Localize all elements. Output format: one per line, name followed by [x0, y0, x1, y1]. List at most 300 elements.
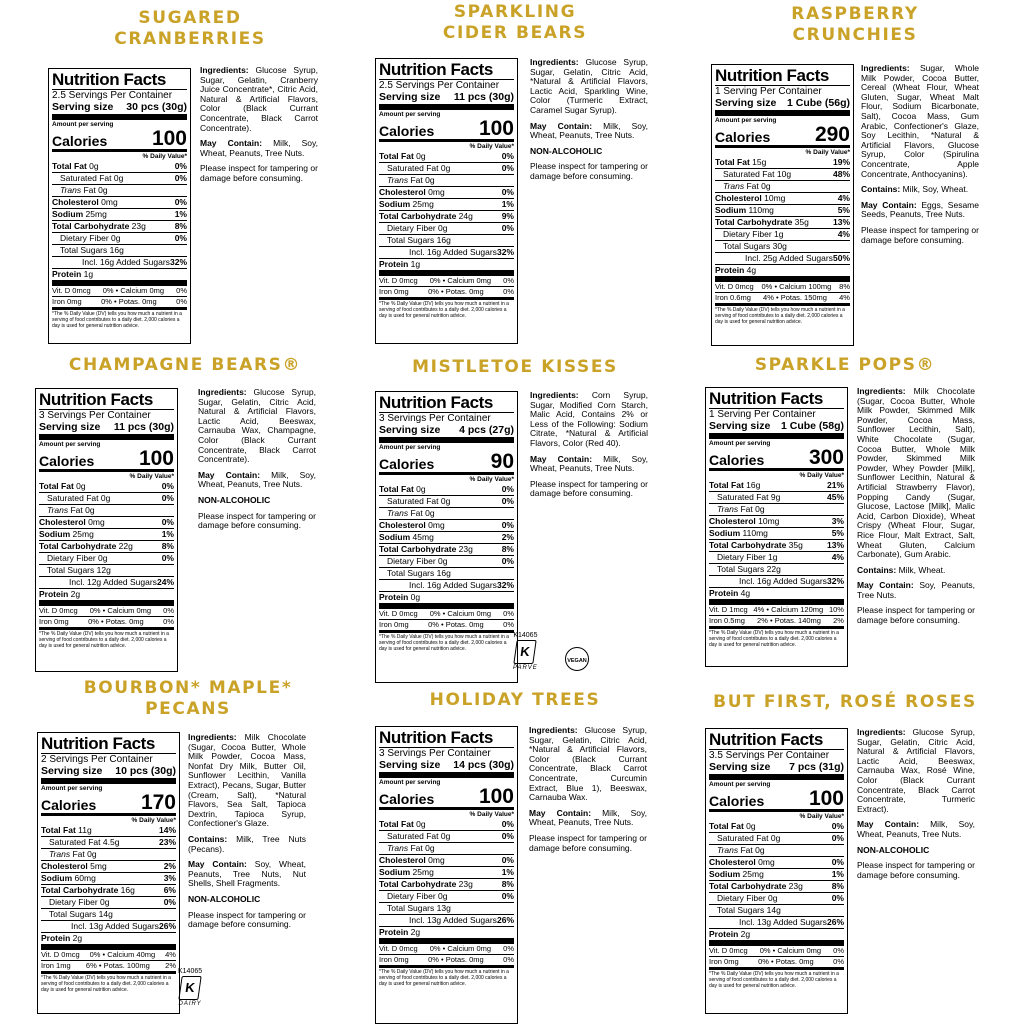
may-contain-label: May Contain:: [530, 120, 593, 131]
total-carb-row: [39, 540, 174, 552]
may-contain-label: May Contain:: [529, 807, 592, 818]
mineral-row-amount-1: 0mg: [394, 620, 409, 629]
servings-per-container: 3 Servings Per Container: [379, 413, 491, 424]
servings-per-container: 3 Servings Per Container: [379, 748, 491, 759]
sugars-row-amount: 13g: [436, 903, 451, 913]
added-sugars-row: [715, 252, 850, 264]
added-sugars-dv: 26%: [496, 915, 514, 925]
vitamin-row-label-2: Calcium: [779, 282, 807, 291]
mineral-row-label-1: Iron: [715, 293, 728, 302]
trans-fat-amount: 0g: [85, 505, 95, 515]
vitamin-row-label-2: Calcium: [447, 609, 475, 618]
total-carb-row-text: [715, 217, 809, 228]
sugars-row-amount: 12g: [96, 565, 111, 575]
daily-value-header: % Daily Value*: [469, 143, 514, 150]
total-carb-row: [379, 878, 514, 890]
total-fat-row: [379, 151, 514, 162]
cholesterol-row-label: Cholesterol: [52, 197, 99, 207]
may-contain-label: May Contain:: [530, 453, 593, 464]
trans-fat-trans-word: Trans: [387, 508, 409, 518]
vitamin-row-dv-2: 4%: [165, 950, 176, 959]
vitamin-row-amount-1: 0mcg: [61, 950, 80, 959]
saturated-fat-row-dv: 0%: [174, 173, 187, 183]
ingredients-panel: [200, 66, 318, 190]
added-sugars-dv: 32%: [496, 580, 514, 590]
ingredients-paragraph: [857, 728, 975, 814]
vitamin-row-dv-2: 0%: [833, 946, 844, 955]
vitamin-row-amount-1: 0mcg: [399, 276, 418, 285]
vitamin-row-label-2: Calcium: [120, 286, 148, 295]
cholesterol-row-label: Cholesterol: [379, 187, 426, 197]
product-title: SUGARED CRANBERRIES: [114, 8, 266, 49]
calories-row: [709, 789, 844, 809]
sodium-row-label: Sodium: [52, 209, 84, 219]
protein-text: [379, 592, 420, 603]
calories-label: Calories: [39, 453, 95, 469]
cholesterol-row-text: [379, 187, 445, 198]
protein-label: Protein: [379, 259, 409, 269]
added-sugars-row: [709, 575, 844, 587]
calories-label: Calories: [379, 123, 435, 139]
vitamin-row-amount-2: 120mg: [800, 605, 824, 614]
vitamin-row-left: [379, 944, 418, 954]
added-incl-word: Incl.: [409, 915, 425, 925]
serving-size-row: [709, 420, 844, 433]
calories-label: Calories: [715, 129, 771, 145]
vitamin-row-label-2: Calcium: [771, 605, 799, 614]
serving-size-value: 11 pcs (30g): [453, 91, 514, 103]
vitamin-row-label-2: Calcium: [447, 944, 475, 953]
non-alcoholic-note: NON-ALCOHOLIC: [530, 145, 603, 156]
sugars-row-text: [39, 565, 111, 576]
trans-fat-amount: 0g: [755, 845, 765, 855]
vitamin-row-label-1: Vit. D: [709, 605, 728, 614]
trans-fat-amount: 0g: [425, 843, 435, 853]
mineral-row-label-2: Potas.: [445, 955, 467, 964]
kosher-k-icon: K: [178, 976, 201, 1000]
saturated-fat-row-dv: 0%: [501, 496, 514, 506]
total-fat-row-text: [709, 480, 760, 491]
trans-fat-row: [715, 180, 850, 192]
protein-amount: 2g: [740, 929, 751, 939]
sodium-row-text: [715, 205, 774, 216]
sugars-row-text: [379, 903, 451, 914]
vitamin-row-mid: 0% • Calcium 0mg: [429, 944, 492, 953]
added-sugars-row: [379, 579, 514, 591]
vitamin-row-amount-1: 0mcg: [399, 609, 418, 618]
contains-text: Milk, Wheat.: [898, 564, 946, 575]
nutrition-facts-heading: Nutrition Facts: [379, 393, 493, 412]
nutrition-facts-label: [705, 387, 848, 667]
cholesterol-row-text: [709, 516, 779, 527]
vitamin-row-label-1: Vit. D: [41, 950, 60, 959]
contains-paragraph: [188, 835, 306, 854]
vitamin-row-left: [52, 286, 91, 296]
sodium-row-label: Sodium: [709, 869, 741, 879]
total-fat-row-amount: 0g: [416, 151, 426, 161]
sugars-row-label: Total Sugars: [387, 903, 435, 913]
serving-size-value: 10 pcs (30g): [115, 765, 176, 777]
calories-value: 100: [478, 785, 514, 808]
amount-per-serving: Amount per serving: [379, 444, 441, 451]
serving-size-value: 7 pcs (31g): [789, 761, 844, 773]
trans-fat-row: [379, 174, 514, 186]
saturated-fat-row-dv: 0%: [501, 831, 514, 841]
mineral-row-left: [379, 955, 409, 965]
sodium-row: [715, 204, 850, 216]
total-fat-row-text: [379, 819, 426, 830]
serving-size-row: [715, 97, 850, 110]
mineral-row: [379, 286, 514, 297]
serving-size-label: Serving size: [52, 101, 114, 113]
cholesterol-row: [52, 196, 187, 208]
fiber-row-dv: 0%: [161, 553, 174, 563]
may-contain-label: May Contain:: [200, 138, 263, 149]
may-contain-paragraph: [857, 820, 975, 839]
cholesterol-row: [39, 516, 174, 528]
total-carb-row-amount: 23g: [131, 221, 146, 231]
saturated-fat-row-label: Saturated Fat: [47, 493, 99, 503]
ingredients-label: Ingredients:: [530, 57, 579, 67]
total-fat-row: [379, 484, 514, 495]
protein-text: [41, 933, 82, 944]
nutrition-facts-label: [35, 388, 178, 672]
sugars-row-text: [709, 564, 781, 575]
added-sugars-row: [52, 256, 187, 268]
ingredients-text: Glucose Syrup, Sugar, Gelatin, Citric Acid, Natural & Artificial Flavors, Lactic Acid, Beeswax, Carnauba Wax, Champagne, Color (Black Currant Concentrate, Black Carrot Concentrate).: [198, 387, 316, 465]
saturated-fat-row-label: Saturated Fat: [387, 163, 439, 173]
calories-row: [379, 119, 514, 139]
mineral-row-amount-2: 0mg: [469, 955, 484, 964]
added-sugars-text: [709, 917, 827, 928]
added-sugars-amount: 16g: [426, 580, 442, 590]
cholesterol-row-text: [52, 197, 118, 208]
added-sugars-dv: 24%: [156, 577, 174, 587]
calories-row: [379, 787, 514, 807]
total-carb-row-text: [379, 544, 473, 555]
vitamin-row-mid: 0% • Calcium 0mg: [759, 946, 822, 955]
sodium-row-dv: 2%: [501, 532, 514, 542]
cholesterol-row-dv: 0%: [501, 520, 514, 530]
sugars-row-label: Total Sugars: [60, 245, 108, 255]
sodium-row-dv: 1%: [161, 529, 174, 539]
total-fat-row: [39, 481, 174, 492]
ingredients-text: Glucose Syrup, Sugar, Gelatin, Cranberry Juice Concentrate*, Citric Acid, Natural & Artificial Flavors, Color (Black Currant Concentrate, Black Carrot Concentrate).: [200, 65, 318, 133]
sugars-row-label: Total Sugars: [387, 568, 435, 578]
fiber-row-text: [715, 229, 784, 240]
divider: [52, 114, 187, 120]
mineral-row-label-1: Iron: [379, 287, 392, 296]
ingredients-text: Glucose Syrup, Sugar, Gelatin, Citric Acid, *Natural & Artificial Flavors, Lactic Acid, Sparkling Wine, Color (Turmeric Extract, Caramel Sugar Syrup).: [530, 57, 648, 115]
daily-value-footnote: *The % Daily Value (DV) tells you how much a nutrient in a serving of food contributes to a daily diet. 2,000 calories a day is used for general nutrition advice.: [379, 301, 509, 319]
vitamin-row-left: [379, 276, 418, 286]
added-sugars-label: Added Sugars: [443, 247, 497, 257]
daily-value-footnote: *The % Daily Value (DV) tells you how much a nutrient in a serving of food contributes to a daily diet. 2,000 calories a day is used for general nutrition advice.: [41, 975, 171, 993]
trans-fat-fat-word: Fat: [70, 505, 83, 515]
product-block: [355, 357, 675, 687]
fiber-row-amount: 0g: [111, 233, 121, 243]
mineral-row-label-2: Potas.: [105, 617, 127, 626]
trans-fat-fat-word: Fat: [410, 175, 423, 185]
amount-per-serving: Amount per serving: [379, 111, 441, 118]
added-sugars-text: [39, 577, 157, 588]
trans-fat-row: [709, 844, 844, 856]
cholesterol-row-amount: 10mg: [764, 193, 786, 203]
daily-value-footnote: *The % Daily Value (DV) tells you how much a nutrient in a serving of food contributes to a daily diet. 2,000 calories a day is used for general nutrition advice.: [709, 630, 839, 648]
vitamin-row-amount-1: 0mcg: [72, 286, 91, 295]
vitamin-row: [41, 950, 176, 960]
mineral-row-label-1: Iron: [379, 955, 392, 964]
vitamin-row-amount-2: 0mg: [476, 276, 492, 285]
added-sugars-text: [709, 576, 827, 587]
calories-value: 100: [478, 117, 514, 140]
mineral-row-mid: 0% • Potas. 0mg: [428, 955, 484, 964]
product-block: [355, 690, 675, 1020]
total-fat-row-amount: 0g: [416, 819, 426, 829]
ingredients-text: Milk Chocolate (Sugar, Cocoa Butter, Whole Milk Powder, Cocoa Mass, Nonfat Dry Milk, Butter Oil, Sunflower Lecithin, Vanilla Extract), Pecans, Sugar, Butter (Cream, Salt), *Natural Flavors, Sea Salt, Tapioca Dextrin, Tapioca Syrup, Confectioner's Glaze.: [188, 732, 306, 829]
fiber-row-amount: 0g: [768, 893, 778, 903]
mineral-row-label-1: Iron: [52, 297, 65, 306]
fiber-row-text: [709, 552, 778, 563]
vitamin-row: [709, 605, 844, 615]
mineral-row-amount-2: 140mg: [798, 616, 821, 625]
nutrition-facts-label: [711, 64, 854, 346]
trans-fat-text: [379, 843, 435, 854]
servings-per-container: 1 Serving Per Container: [715, 86, 822, 97]
cholesterol-row-amount: 0mg: [428, 187, 445, 197]
saturated-fat-row-amount: 0g: [440, 831, 451, 841]
serving-size-row: [709, 761, 844, 774]
divider: [41, 971, 176, 974]
total-carb-row-dv: 8%: [831, 881, 844, 891]
nutrition-facts-heading: Nutrition Facts: [709, 389, 823, 408]
calories-row: [52, 129, 187, 149]
added-incl-word: Incl.: [745, 253, 761, 263]
cholesterol-row-dv: 0%: [501, 187, 514, 197]
added-sugars-row: [41, 920, 176, 932]
mineral-row-dv-1: 0%: [101, 297, 112, 306]
ingredients-paragraph: [857, 387, 975, 560]
total-fat-row-dv: 19%: [832, 157, 850, 167]
daily-value-footnote: *The % Daily Value (DV) tells you how much a nutrient in a serving of food contributes to a daily diet. 2,000 calories a day is used for general nutrition advice.: [379, 969, 509, 987]
amount-per-serving: Amount per serving: [39, 441, 101, 448]
total-fat-row-dv: 14%: [158, 825, 176, 835]
may-contain-paragraph: [198, 471, 316, 490]
saturated-fat-row-text: [709, 492, 780, 503]
total-fat-row-label: Total Fat: [379, 151, 414, 161]
total-fat-row-amount: 0g: [89, 161, 99, 171]
mineral-row-amount-1: 0.6mg: [730, 293, 751, 302]
total-carb-row-dv: 8%: [174, 221, 187, 231]
contains-text: Milk, Tree Nuts (Pecans).: [188, 833, 306, 854]
sodium-row-text: [39, 529, 94, 540]
sugars-row: [709, 904, 844, 916]
non-alcoholic-note: NON-ALCOHOLIC: [857, 844, 930, 855]
serving-size-label: Serving size: [41, 765, 103, 777]
mineral-row-dv-2: 2%: [165, 961, 176, 970]
protein-text: [379, 927, 420, 938]
vitamin-row-amount-2: 0mg: [806, 946, 822, 955]
added-incl-word: Incl.: [409, 580, 425, 590]
nutrition-facts-heading: Nutrition Facts: [709, 730, 823, 749]
divider: [715, 303, 850, 306]
fiber-row-dv: 4%: [831, 552, 844, 562]
trans-fat-trans-word: Trans: [387, 175, 409, 185]
vitamin-row-amount-1: 0mcg: [59, 606, 78, 615]
added-sugars-amount: 13g: [88, 921, 104, 931]
saturated-fat-row-amount: 9g: [770, 492, 781, 502]
added-sugars-label: Added Sugars: [773, 576, 827, 586]
mineral-row-dv-2: 0%: [503, 620, 514, 629]
cholesterol-row-amount: 10mg: [758, 516, 780, 526]
sodium-row: [379, 531, 514, 543]
total-fat-row-dv: 21%: [826, 480, 844, 490]
vitamin-row-left: [709, 605, 748, 615]
product-block: [30, 8, 350, 338]
vitamin-row-label-1: Vit. D: [52, 286, 71, 295]
ingredients-panel: [861, 64, 979, 251]
vitamin-row-label-1: Vit. D: [715, 282, 734, 291]
trans-fat-row: [39, 504, 174, 516]
mineral-row-amount-2: 0mg: [799, 957, 814, 966]
nutrition-facts-label: [37, 732, 180, 1014]
added-sugars-row: [39, 576, 174, 588]
saturated-fat-row-label: Saturated Fat: [49, 837, 101, 847]
added-incl-word: Incl.: [409, 247, 425, 257]
saturated-fat-row-label: Saturated Fat: [60, 173, 112, 183]
total-carb-row-dv: 6%: [163, 885, 176, 895]
vitamin-row-mid: 0% • Calcium 100mg: [761, 282, 832, 291]
mineral-row-label-1: Iron: [39, 617, 52, 626]
product-block: [25, 355, 345, 685]
may-contain-text: Soy, Peanuts, Tree Nuts.: [857, 580, 975, 600]
mineral-row-dv-1: 0%: [428, 955, 439, 964]
mineral-row-dv-1: 0%: [428, 287, 439, 296]
total-fat-row-label: Total Fat: [715, 157, 750, 167]
serving-size-value: 1 Cube (58g): [780, 420, 844, 432]
sugars-row-text: [715, 241, 787, 252]
protein-row: [379, 927, 514, 938]
total-fat-row-text: [379, 484, 426, 495]
non-alcoholic-note: NON-ALCOHOLIC: [198, 494, 271, 505]
product-title: SPARKLE POPS®: [754, 355, 936, 375]
trans-fat-text: [709, 845, 765, 856]
trans-fat-row: [52, 184, 187, 196]
total-fat-row-label: Total Fat: [39, 481, 74, 491]
vitamin-row-label-2: Calcium: [777, 946, 805, 955]
divider: [52, 307, 187, 310]
mineral-row-dv-1: 6%: [85, 961, 97, 970]
servings-per-container: 3 Servings Per Container: [39, 410, 151, 421]
may-contain-paragraph: [530, 455, 648, 474]
daily-value-footnote: *The % Daily Value (DV) tells you how much a nutrient in a serving of food contributes to a daily diet. 2,000 calories a day is used for general nutrition advice.: [52, 311, 182, 329]
ingredients-paragraph: [530, 58, 648, 116]
vitamin-row-left: [709, 946, 748, 956]
tamper-notice: Please inspect for tampering or damage before consuming.: [529, 832, 647, 853]
sodium-row-text: [379, 532, 434, 543]
vitamin-row-dv-2: 0%: [503, 944, 514, 953]
sodium-row-amount: 110mg: [742, 528, 768, 538]
mineral-row-left: [39, 617, 69, 627]
sodium-row-text: [709, 869, 764, 880]
divider: [379, 772, 514, 778]
cholesterol-row: [709, 856, 844, 868]
sodium-row-amount: 110mg: [748, 205, 774, 215]
total-fat-row-label: Total Fat: [41, 825, 76, 835]
cholesterol-row-amount: 0mg: [428, 855, 445, 865]
mineral-row-amount-1: 0mg: [67, 297, 82, 306]
may-contain-text: Milk, Soy, Wheat, Peanuts, Tree Nuts.: [198, 469, 316, 490]
servings-per-container: 2.5 Servings Per Container: [379, 80, 500, 91]
ingredients-paragraph: [188, 733, 306, 829]
ingredients-text: Milk Chocolate (Sugar, Cocoa Butter, Whole Milk Powder, Skimmed Milk Powder, Cocoa Mass, Sunflower Lecithin, Salt), White Chocolate (Sugar, Cocoa Butter, Whole Milk Powder, Skimmed Milk Powder, Whey Powder [Milk], Sunflower Lecithin, Natural & Artificial Strawberry Flavor), Popping Candy (Sugar, Glucose, Lactose [Milk], Malic Acid, Carbon Dioxide), Wheat Crispy (Wheat Flour, Sugar, Rice Flour, Malt Extract, Salt, Wheat Gluten, Calcium Carbonate), Gum Arabic.: [857, 386, 975, 560]
sodium-row-amount: 25mg: [72, 529, 94, 539]
vitamin-row: [39, 606, 174, 616]
protein-amount: 2g: [70, 589, 81, 599]
ingredients-label: Ingredients:: [188, 732, 237, 742]
mineral-row-amount-2: 0mg: [129, 617, 144, 626]
vitamin-row-amount-2: 0mg: [136, 606, 152, 615]
trans-fat-trans-word: Trans: [717, 504, 739, 514]
saturated-fat-row-dv: 0%: [831, 833, 844, 843]
sugars-row-amount: 14g: [98, 909, 113, 919]
added-sugars-label: Added Sugars: [105, 921, 159, 931]
trans-fat-text: [379, 508, 435, 519]
vitamin-row: [715, 282, 850, 292]
protein-amount: 2g: [72, 933, 83, 943]
trans-fat-trans-word: Trans: [723, 181, 745, 191]
mineral-row-left: [709, 616, 745, 626]
mineral-row-label-2: Potas.: [780, 293, 802, 302]
sodium-row-amount: 25mg: [412, 867, 434, 877]
sugars-row: [52, 244, 187, 256]
cholesterol-row: [379, 854, 514, 866]
trans-fat-text: [39, 505, 95, 516]
added-sugars-text: [379, 915, 497, 926]
product-block: [685, 355, 1005, 685]
trans-fat-text: [715, 181, 771, 192]
sugars-row-label: Total Sugars: [717, 564, 765, 574]
contains-label: Contains:: [857, 564, 897, 575]
sugars-row-amount: 14g: [766, 905, 781, 915]
may-contain-label: May Contain:: [857, 580, 914, 591]
added-sugars-row: [379, 914, 514, 926]
divider: [39, 627, 174, 630]
divider: [709, 626, 844, 629]
mineral-row-amount-2: 0mg: [142, 297, 157, 306]
mineral-row-left: [379, 620, 409, 630]
total-fat-row-dv: 0%: [161, 481, 174, 491]
mineral-row-left: [41, 961, 71, 971]
product-block: [28, 678, 348, 1008]
saturated-fat-row-text: [52, 173, 123, 184]
total-fat-row: [379, 819, 514, 830]
cholesterol-row-amount: 5mg: [90, 861, 107, 871]
vitamin-row-amount-2: 40mg: [136, 950, 156, 959]
added-sugars-dv: 26%: [826, 917, 844, 927]
daily-value-footnote: *The % Daily Value (DV) tells you how much a nutrient in a serving of food contributes to a daily diet. 2,000 calories a day is used for general nutrition advice.: [715, 307, 845, 325]
may-contain-text: Milk, Soy, Wheat, Peanuts, Tree Nuts.: [857, 819, 975, 839]
protein-label: Protein: [52, 269, 82, 279]
added-incl-word: Incl.: [69, 577, 85, 587]
divider: [715, 110, 850, 116]
vitamin-row-left: [715, 282, 754, 292]
ingredients-panel: [529, 726, 647, 859]
trans-fat-text: [379, 175, 435, 186]
total-fat-row-text: [379, 151, 426, 162]
fiber-row-amount: 0g: [438, 891, 448, 901]
sugars-row-text: [379, 568, 451, 579]
